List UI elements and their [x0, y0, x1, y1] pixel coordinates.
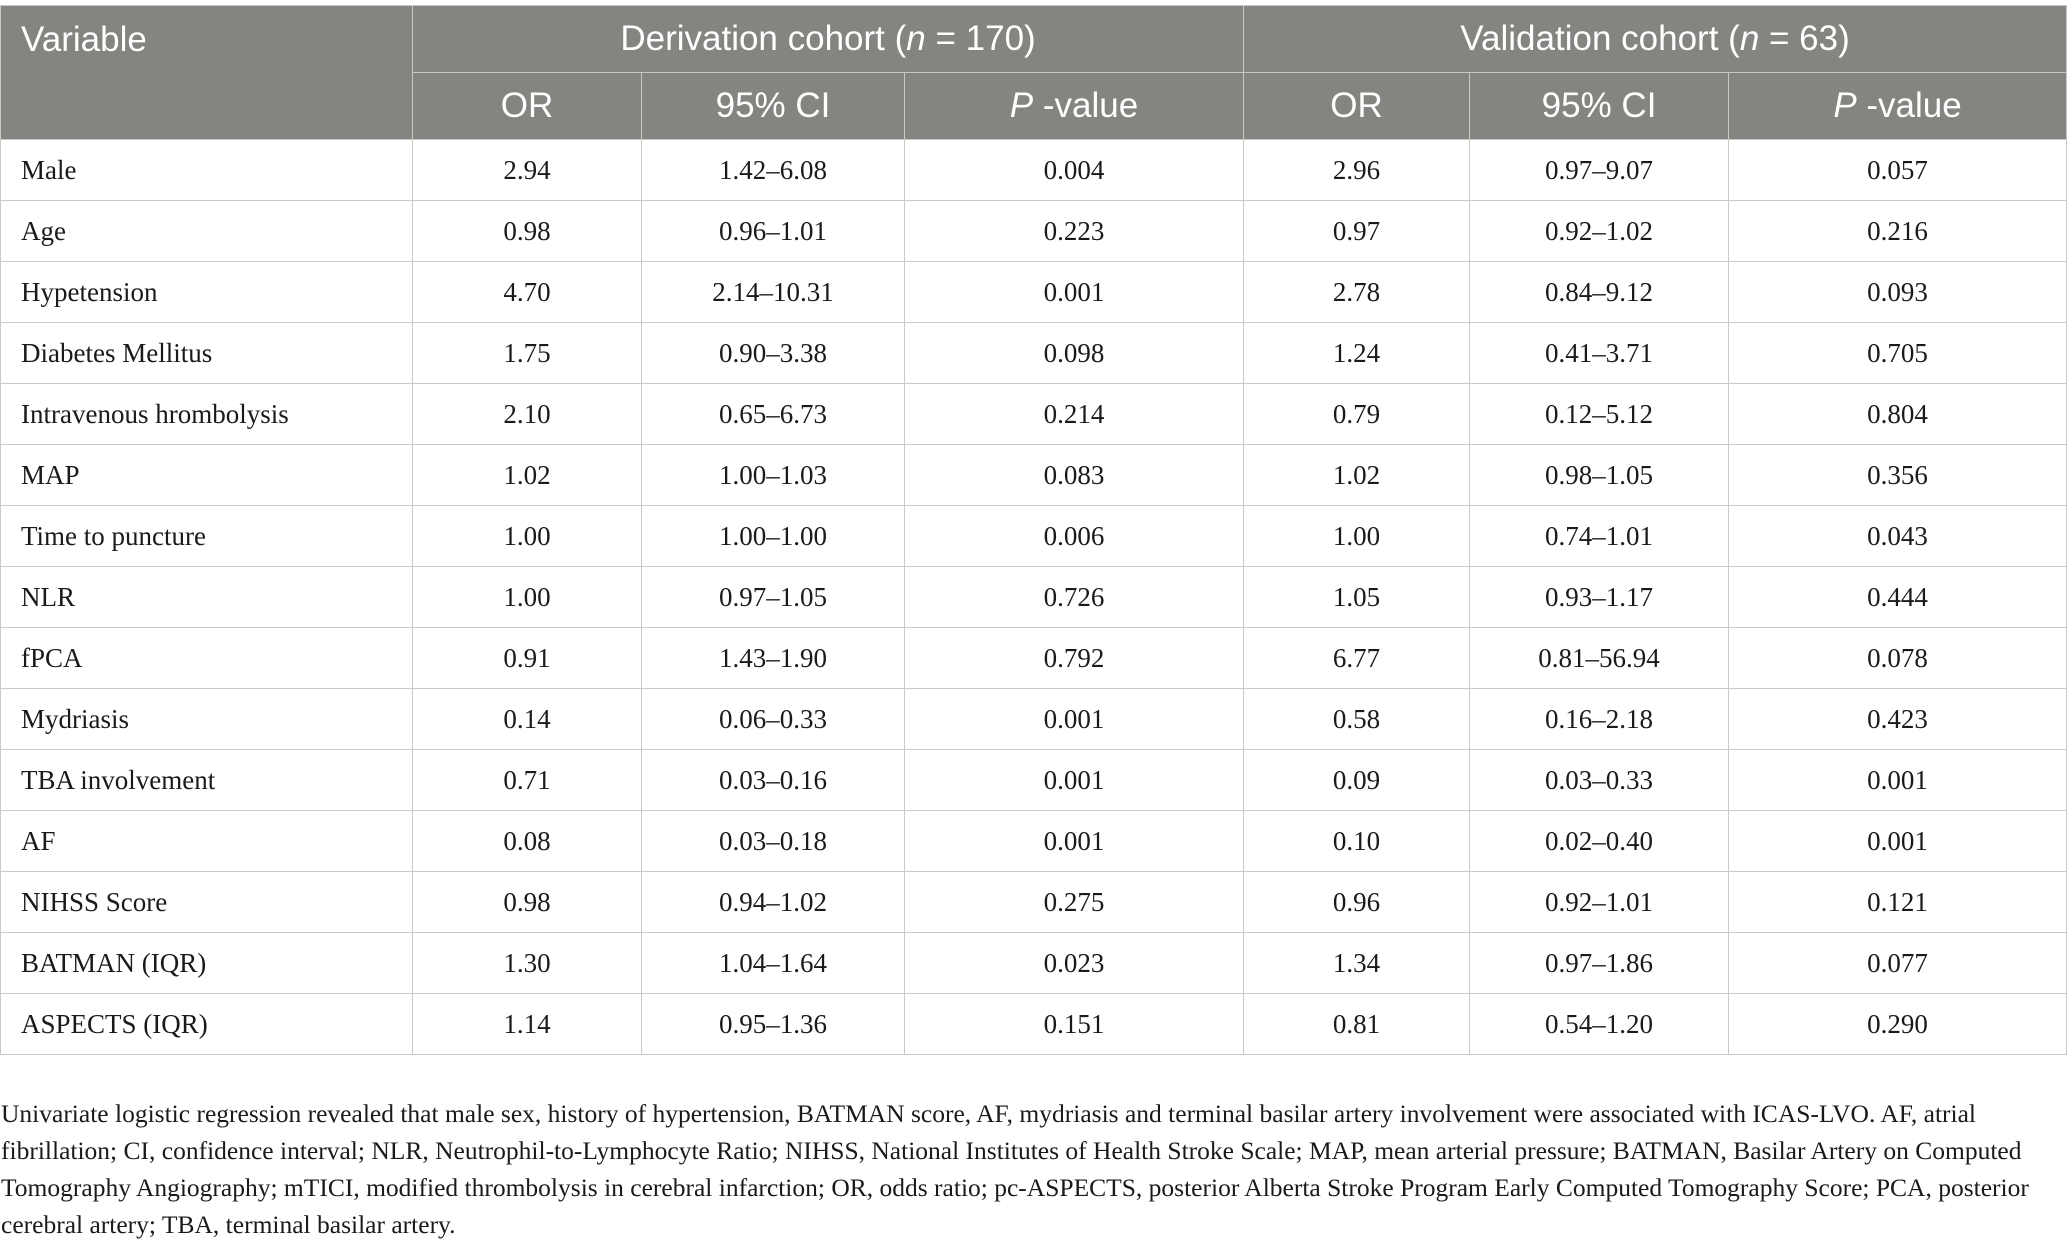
cell-validation-or: 0.97	[1244, 201, 1470, 262]
cell-validation-ci: 0.03–0.33	[1470, 750, 1729, 811]
cell-derivation-ci: 1.43–1.90	[642, 628, 905, 689]
table-row	[1, 933, 2067, 994]
cell-derivation-or: 0.08	[413, 811, 642, 872]
table-footnote: Univariate logistic regression revealed that male sex, history of hypertension, BATMAN score, AF, mydriasis and terminal basilar artery involvement were associated with ICAS-LVO. AF, atrial fibrillation; CI, confidence interval; NLR, Neutrophil-to-Lymphocyte Ratio; NIHSS, National Institutes of Health Stroke Scale; MAP, mean arterial pressure; BATMAN, Basilar Artery on Computed Tomography Angiography; mTICI, modified thrombolysis in cerebral infarction; OR, odds ratio; pc-ASPECTS, posterior Alberta Stroke Program Early Computed Tomography Score; PCA, posterior cerebral artery; TBA, terminal basilar artery.	[1, 1099, 2029, 1239]
cell-derivation-or: 0.71	[413, 750, 642, 811]
cell-validation-or: 0.58	[1244, 689, 1470, 750]
cell-derivation-ci: 1.00–1.00	[642, 506, 905, 567]
cell-variable: Age	[1, 201, 413, 262]
cell-derivation-or: 0.91	[413, 628, 642, 689]
cell-variable: ASPECTS (IQR)	[1, 994, 413, 1055]
cell-validation-p: 0.705	[1729, 323, 2067, 384]
cell-derivation-or: 4.70	[413, 262, 642, 323]
cell-validation-ci: 0.54–1.20	[1470, 994, 1729, 1055]
cell-derivation-ci: 1.42–6.08	[642, 140, 905, 201]
cell-derivation-p: 0.275	[905, 872, 1244, 933]
header-validation-cohort	[1244, 6, 2067, 73]
cell-validation-p: 0.423	[1729, 689, 2067, 750]
cell-validation-or: 0.96	[1244, 872, 1470, 933]
cell-validation-or: 6.77	[1244, 628, 1470, 689]
cell-derivation-ci: 0.97–1.05	[642, 567, 905, 628]
cell-validation-or: 0.09	[1244, 750, 1470, 811]
cell-validation-p: 0.078	[1729, 628, 2067, 689]
table-row	[1, 994, 2067, 1055]
table-row	[1, 567, 2067, 628]
cell-validation-p: 0.121	[1729, 872, 2067, 933]
p-text: -value	[1033, 86, 1139, 125]
table-row	[1, 689, 2067, 750]
cell-derivation-p: 0.792	[905, 628, 1244, 689]
cell-validation-p: 0.093	[1729, 262, 2067, 323]
table-row	[1, 201, 2067, 262]
cell-derivation-p: 0.001	[905, 689, 1244, 750]
cell-variable: Diabetes Mellitus	[1, 323, 413, 384]
cell-validation-p: 0.804	[1729, 384, 2067, 445]
cell-validation-p: 0.444	[1729, 567, 2067, 628]
cell-validation-ci: 0.84–9.12	[1470, 262, 1729, 323]
cell-validation-or: 1.24	[1244, 323, 1470, 384]
validation-label: Validation cohort (	[1460, 19, 1740, 58]
cell-derivation-ci: 0.03–0.16	[642, 750, 905, 811]
cell-validation-or: 0.81	[1244, 994, 1470, 1055]
cell-derivation-ci: 0.95–1.36	[642, 994, 905, 1055]
table-row	[1, 750, 2067, 811]
cell-validation-ci: 0.92–1.01	[1470, 872, 1729, 933]
cell-derivation-or: 0.14	[413, 689, 642, 750]
cell-derivation-or: 1.00	[413, 506, 642, 567]
regression-table	[0, 5, 2067, 1055]
cell-validation-p: 0.001	[1729, 811, 2067, 872]
table-row	[1, 628, 2067, 689]
cell-validation-or: 1.05	[1244, 567, 1470, 628]
cell-derivation-p: 0.001	[905, 750, 1244, 811]
cell-derivation-p: 0.214	[905, 384, 1244, 445]
cell-derivation-or: 1.02	[413, 445, 642, 506]
table-row	[1, 323, 2067, 384]
header-derivation-cohort	[413, 6, 1244, 73]
cell-derivation-or: 2.94	[413, 140, 642, 201]
table-header	[1, 6, 2067, 140]
cell-validation-or: 0.10	[1244, 811, 1470, 872]
header-validation-or: OR	[1244, 73, 1470, 140]
cell-validation-p: 0.077	[1729, 933, 2067, 994]
cell-derivation-ci: 1.04–1.64	[642, 933, 905, 994]
cell-validation-p: 0.043	[1729, 506, 2067, 567]
p-symbol: P	[1833, 86, 1857, 125]
cell-validation-or: 1.02	[1244, 445, 1470, 506]
cell-derivation-or: 1.75	[413, 323, 642, 384]
cell-variable: Time to puncture	[1, 506, 413, 567]
cell-validation-or: 1.34	[1244, 933, 1470, 994]
table-row	[1, 140, 2067, 201]
cell-derivation-ci: 0.96–1.01	[642, 201, 905, 262]
cell-derivation-p: 0.004	[905, 140, 1244, 201]
cell-derivation-ci: 0.03–0.18	[642, 811, 905, 872]
cell-validation-ci: 0.74–1.01	[1470, 506, 1729, 567]
cell-variable: Male	[1, 140, 413, 201]
cell-variable: Intravenous hrombolysis	[1, 384, 413, 445]
cell-derivation-p: 0.726	[905, 567, 1244, 628]
cell-derivation-p: 0.223	[905, 201, 1244, 262]
table-row	[1, 262, 2067, 323]
cell-derivation-or: 2.10	[413, 384, 642, 445]
derivation-n-text: = 170)	[925, 19, 1036, 58]
cell-derivation-p: 0.083	[905, 445, 1244, 506]
header-derivation-ci: 95% CI	[642, 73, 905, 140]
cell-derivation-ci: 0.65–6.73	[642, 384, 905, 445]
cell-validation-ci: 0.81–56.94	[1470, 628, 1729, 689]
cell-validation-ci: 0.16–2.18	[1470, 689, 1729, 750]
cell-variable: BATMAN (IQR)	[1, 933, 413, 994]
table-container	[0, 5, 2067, 1055]
cell-validation-p: 0.057	[1729, 140, 2067, 201]
cell-derivation-p: 0.006	[905, 506, 1244, 567]
cell-variable: TBA involvement	[1, 750, 413, 811]
table-row	[1, 384, 2067, 445]
cell-variable: NIHSS Score	[1, 872, 413, 933]
cell-derivation-or: 1.00	[413, 567, 642, 628]
cell-variable: Mydriasis	[1, 689, 413, 750]
cell-derivation-or: 0.98	[413, 872, 642, 933]
cell-validation-ci: 0.98–1.05	[1470, 445, 1729, 506]
cell-validation-or: 2.78	[1244, 262, 1470, 323]
cell-derivation-or: 0.98	[413, 201, 642, 262]
cell-validation-or: 0.79	[1244, 384, 1470, 445]
table-row	[1, 506, 2067, 567]
cell-derivation-p: 0.151	[905, 994, 1244, 1055]
table-row	[1, 811, 2067, 872]
cell-derivation-ci: 0.90–3.38	[642, 323, 905, 384]
p-symbol: P	[1009, 86, 1034, 125]
cell-derivation-p: 0.001	[905, 262, 1244, 323]
header-derivation-p	[905, 73, 1244, 140]
cell-derivation-or: 1.14	[413, 994, 642, 1055]
table-body	[1, 140, 2067, 1055]
cell-variable: Hypetension	[1, 262, 413, 323]
cell-variable: MAP	[1, 445, 413, 506]
cell-derivation-ci: 1.00–1.03	[642, 445, 905, 506]
derivation-label: Derivation cohort (	[620, 19, 907, 58]
header-validation-p	[1729, 73, 2067, 140]
cell-derivation-p: 0.023	[905, 933, 1244, 994]
cell-validation-p: 0.356	[1729, 445, 2067, 506]
cell-derivation-p: 0.098	[905, 323, 1244, 384]
table-row	[1, 445, 2067, 506]
cell-derivation-p: 0.001	[905, 811, 1244, 872]
cell-validation-ci: 0.12–5.12	[1470, 384, 1729, 445]
p-text: -value	[1856, 86, 1962, 125]
cell-validation-ci: 0.02–0.40	[1470, 811, 1729, 872]
cell-validation-or: 1.00	[1244, 506, 1470, 567]
table-row	[1, 872, 2067, 933]
cell-validation-ci: 0.93–1.17	[1470, 567, 1729, 628]
header-validation-ci: 95% CI	[1470, 73, 1729, 140]
cell-validation-p: 0.216	[1729, 201, 2067, 262]
cell-validation-or: 2.96	[1244, 140, 1470, 201]
cell-validation-p: 0.001	[1729, 750, 2067, 811]
header-derivation-or: OR	[413, 73, 642, 140]
cell-derivation-or: 1.30	[413, 933, 642, 994]
cell-validation-ci: 0.92–1.02	[1470, 201, 1729, 262]
validation-n-symbol: n	[1739, 19, 1760, 58]
cell-validation-p: 0.290	[1729, 994, 2067, 1055]
cell-validation-ci: 0.97–9.07	[1470, 140, 1729, 201]
cell-variable: NLR	[1, 567, 413, 628]
derivation-n-symbol: n	[906, 19, 926, 58]
cell-derivation-ci: 2.14–10.31	[642, 262, 905, 323]
cell-validation-ci: 0.97–1.86	[1470, 933, 1729, 994]
cell-derivation-ci: 0.06–0.33	[642, 689, 905, 750]
header-variable: Variable	[1, 6, 413, 140]
cell-derivation-ci: 0.94–1.02	[642, 872, 905, 933]
cell-variable: fPCA	[1, 628, 413, 689]
validation-n-text: = 63)	[1759, 19, 1850, 58]
cell-variable: AF	[1, 811, 413, 872]
cell-validation-ci: 0.41–3.71	[1470, 323, 1729, 384]
